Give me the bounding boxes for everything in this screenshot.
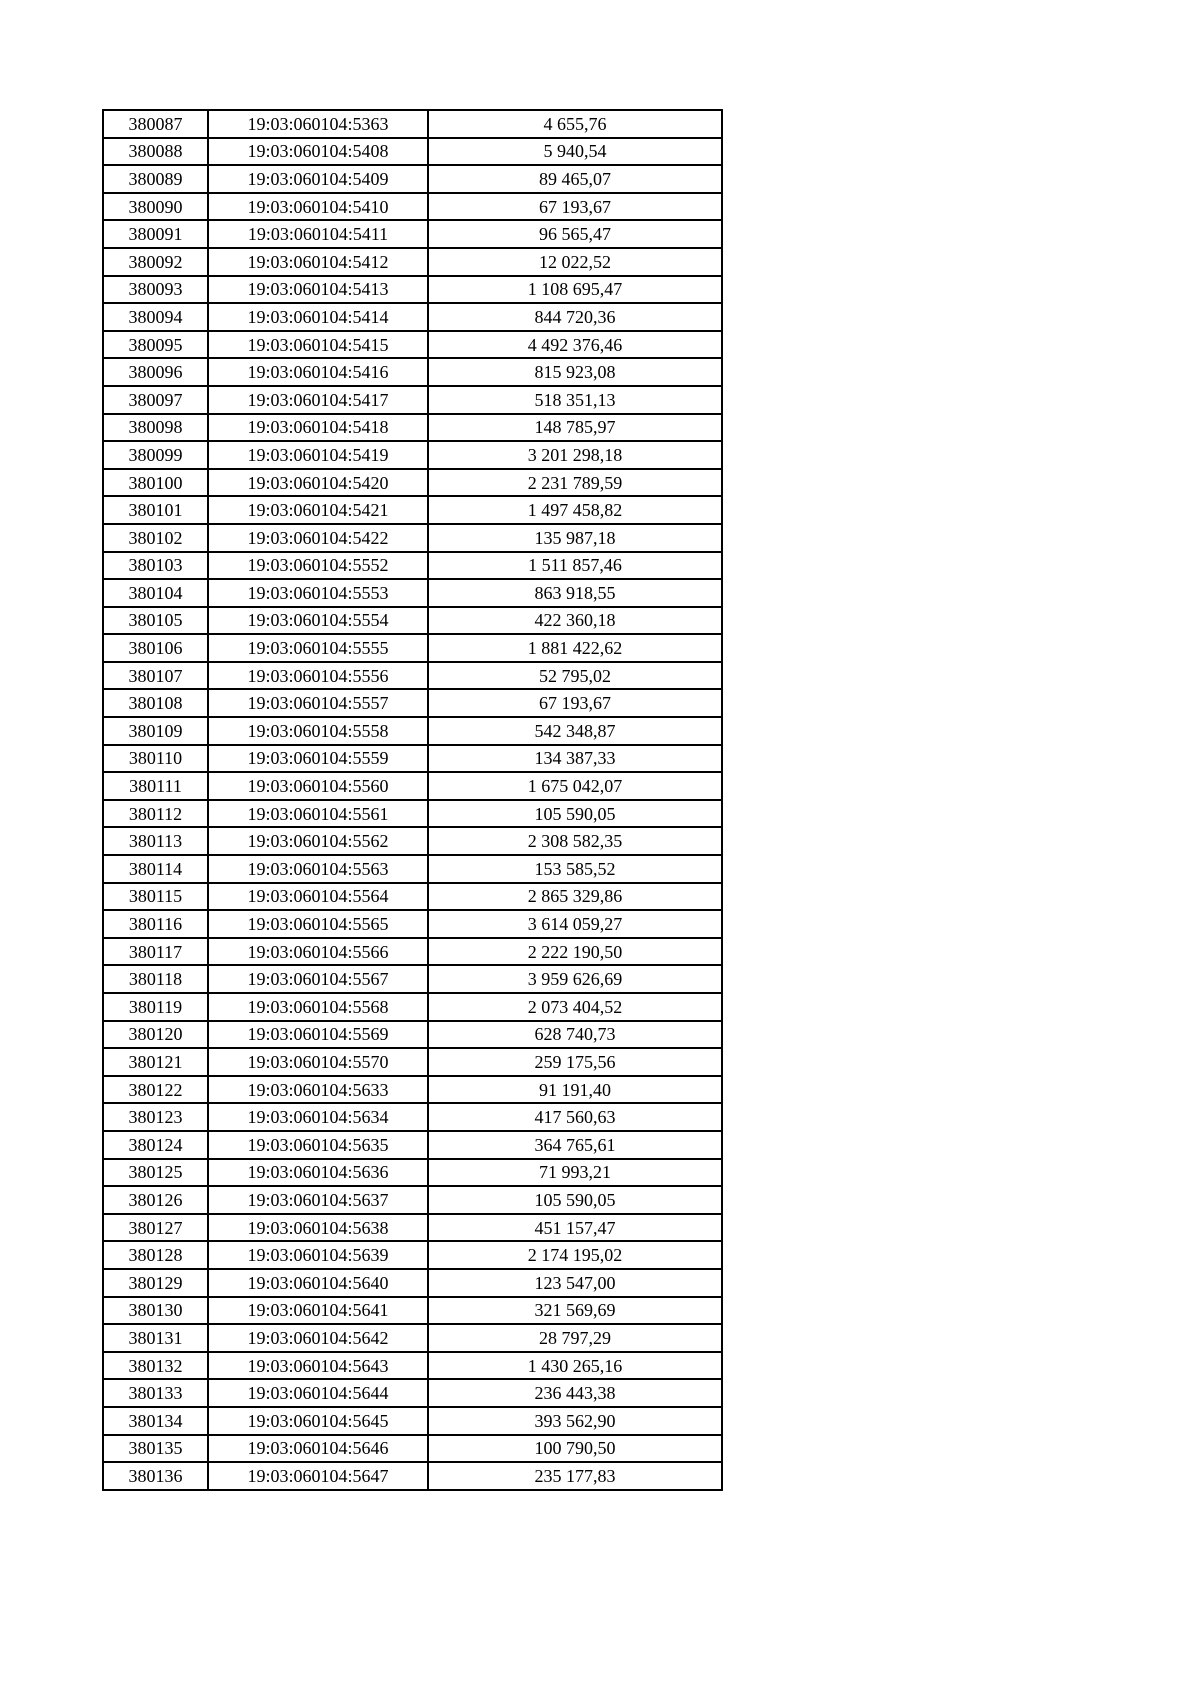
table-row	[103, 579, 722, 607]
amount-cell: 451 157,47	[428, 1214, 722, 1242]
row-number-cell: 380105	[103, 607, 208, 635]
amount-cell: 67 193,67	[428, 689, 722, 717]
amount-cell: 321 569,69	[428, 1297, 722, 1325]
row-number-cell: 380088	[103, 138, 208, 166]
amount-cell: 28 797,29	[428, 1324, 722, 1352]
amount-cell: 2 308 582,35	[428, 827, 722, 855]
cadastral-number-cell: 19:03:060104:5564	[208, 883, 428, 911]
amount-cell: 4 492 376,46	[428, 331, 722, 359]
table-row	[103, 1379, 722, 1407]
row-number-cell: 380096	[103, 358, 208, 386]
table-row	[103, 634, 722, 662]
table-row	[103, 1435, 722, 1463]
row-number-cell: 380092	[103, 248, 208, 276]
table-row	[103, 800, 722, 828]
row-number-cell: 380120	[103, 1021, 208, 1049]
row-number-cell: 380098	[103, 414, 208, 442]
amount-cell: 3 201 298,18	[428, 441, 722, 469]
table-row	[103, 965, 722, 993]
amount-cell: 105 590,05	[428, 1186, 722, 1214]
cadastral-number-cell: 19:03:060104:5636	[208, 1159, 428, 1187]
amount-cell: 5 940,54	[428, 138, 722, 166]
amount-cell: 71 993,21	[428, 1159, 722, 1187]
table-row	[103, 1131, 722, 1159]
table-row	[103, 1324, 722, 1352]
amount-cell: 422 360,18	[428, 607, 722, 635]
row-number-cell: 380101	[103, 496, 208, 524]
row-number-cell: 380122	[103, 1076, 208, 1104]
amount-cell: 542 348,87	[428, 717, 722, 745]
amount-cell: 2 865 329,86	[428, 883, 722, 911]
row-number-cell: 380108	[103, 689, 208, 717]
row-number-cell: 380089	[103, 165, 208, 193]
amount-cell: 1 430 265,16	[428, 1352, 722, 1380]
table-body	[103, 110, 722, 1490]
row-number-cell: 380136	[103, 1462, 208, 1490]
amount-cell: 844 720,36	[428, 303, 722, 331]
amount-cell: 4 655,76	[428, 110, 722, 138]
amount-cell: 1 511 857,46	[428, 552, 722, 580]
table-row	[103, 358, 722, 386]
table-row	[103, 607, 722, 635]
cadastral-number-cell: 19:03:060104:5558	[208, 717, 428, 745]
amount-cell: 1 675 042,07	[428, 772, 722, 800]
row-number-cell: 380091	[103, 220, 208, 248]
table-row	[103, 110, 722, 138]
table-row	[103, 1103, 722, 1131]
row-number-cell: 380135	[103, 1435, 208, 1463]
row-number-cell: 380128	[103, 1241, 208, 1269]
row-number-cell: 380127	[103, 1214, 208, 1242]
table-row	[103, 303, 722, 331]
table-row	[103, 745, 722, 773]
data-table	[102, 109, 723, 1491]
cadastral-number-cell: 19:03:060104:5635	[208, 1131, 428, 1159]
amount-cell: 259 175,56	[428, 1048, 722, 1076]
table-row	[103, 552, 722, 580]
amount-cell: 815 923,08	[428, 358, 722, 386]
row-number-cell: 380104	[103, 579, 208, 607]
row-number-cell: 380129	[103, 1269, 208, 1297]
amount-cell: 628 740,73	[428, 1021, 722, 1049]
row-number-cell: 380107	[103, 662, 208, 690]
row-number-cell: 380116	[103, 910, 208, 938]
cadastral-number-cell: 19:03:060104:5555	[208, 634, 428, 662]
cadastral-number-cell: 19:03:060104:5639	[208, 1241, 428, 1269]
row-number-cell: 380124	[103, 1131, 208, 1159]
cadastral-number-cell: 19:03:060104:5411	[208, 220, 428, 248]
amount-cell: 12 022,52	[428, 248, 722, 276]
cadastral-number-cell: 19:03:060104:5562	[208, 827, 428, 855]
row-number-cell: 380131	[103, 1324, 208, 1352]
cadastral-number-cell: 19:03:060104:5557	[208, 689, 428, 717]
amount-cell: 235 177,83	[428, 1462, 722, 1490]
cadastral-number-cell: 19:03:060104:5409	[208, 165, 428, 193]
cadastral-number-cell: 19:03:060104:5422	[208, 524, 428, 552]
table-row	[103, 414, 722, 442]
row-number-cell: 380134	[103, 1407, 208, 1435]
cadastral-number-cell: 19:03:060104:5414	[208, 303, 428, 331]
table-row	[103, 1159, 722, 1187]
cadastral-number-cell: 19:03:060104:5420	[208, 469, 428, 497]
row-number-cell: 380113	[103, 827, 208, 855]
cadastral-number-cell: 19:03:060104:5560	[208, 772, 428, 800]
amount-cell: 91 191,40	[428, 1076, 722, 1104]
amount-cell: 52 795,02	[428, 662, 722, 690]
cadastral-number-cell: 19:03:060104:5416	[208, 358, 428, 386]
cadastral-number-cell: 19:03:060104:5554	[208, 607, 428, 635]
table-row	[103, 993, 722, 1021]
table-row	[103, 938, 722, 966]
cadastral-number-cell: 19:03:060104:5634	[208, 1103, 428, 1131]
table-row	[103, 772, 722, 800]
row-number-cell: 380123	[103, 1103, 208, 1131]
cadastral-number-cell: 19:03:060104:5421	[208, 496, 428, 524]
cadastral-number-cell: 19:03:060104:5647	[208, 1462, 428, 1490]
cadastral-number-cell: 19:03:060104:5644	[208, 1379, 428, 1407]
row-number-cell: 380100	[103, 469, 208, 497]
table-row	[103, 883, 722, 911]
amount-cell: 134 387,33	[428, 745, 722, 773]
row-number-cell: 380118	[103, 965, 208, 993]
table-row	[103, 441, 722, 469]
row-number-cell: 380115	[103, 883, 208, 911]
amount-cell: 417 560,63	[428, 1103, 722, 1131]
row-number-cell: 380119	[103, 993, 208, 1021]
table-row	[103, 331, 722, 359]
table-row	[103, 1352, 722, 1380]
cadastral-number-cell: 19:03:060104:5408	[208, 138, 428, 166]
row-number-cell: 380102	[103, 524, 208, 552]
row-number-cell: 380126	[103, 1186, 208, 1214]
cadastral-number-cell: 19:03:060104:5561	[208, 800, 428, 828]
cadastral-number-cell: 19:03:060104:5642	[208, 1324, 428, 1352]
cadastral-number-cell: 19:03:060104:5417	[208, 386, 428, 414]
table-row	[103, 469, 722, 497]
row-number-cell: 380109	[103, 717, 208, 745]
cadastral-number-cell: 19:03:060104:5566	[208, 938, 428, 966]
table-row	[103, 1048, 722, 1076]
row-number-cell: 380110	[103, 745, 208, 773]
row-number-cell: 380121	[103, 1048, 208, 1076]
amount-cell: 96 565,47	[428, 220, 722, 248]
cadastral-number-cell: 19:03:060104:5419	[208, 441, 428, 469]
amount-cell: 1 881 422,62	[428, 634, 722, 662]
cadastral-number-cell: 19:03:060104:5415	[208, 331, 428, 359]
amount-cell: 67 193,67	[428, 193, 722, 221]
amount-cell: 135 987,18	[428, 524, 722, 552]
cadastral-number-cell: 19:03:060104:5413	[208, 276, 428, 304]
table-row	[103, 1269, 722, 1297]
table-row	[103, 1241, 722, 1269]
table-row	[103, 717, 722, 745]
amount-cell: 89 465,07	[428, 165, 722, 193]
table-row	[103, 138, 722, 166]
amount-cell: 1 497 458,82	[428, 496, 722, 524]
table-row	[103, 662, 722, 690]
amount-cell: 123 547,00	[428, 1269, 722, 1297]
amount-cell: 2 231 789,59	[428, 469, 722, 497]
cadastral-number-cell: 19:03:060104:5633	[208, 1076, 428, 1104]
cadastral-number-cell: 19:03:060104:5553	[208, 579, 428, 607]
table-row	[103, 248, 722, 276]
amount-cell: 393 562,90	[428, 1407, 722, 1435]
row-number-cell: 380103	[103, 552, 208, 580]
cadastral-number-cell: 19:03:060104:5641	[208, 1297, 428, 1325]
cadastral-number-cell: 19:03:060104:5568	[208, 993, 428, 1021]
table-row	[103, 276, 722, 304]
row-number-cell: 380112	[103, 800, 208, 828]
table-row	[103, 1186, 722, 1214]
row-number-cell: 380133	[103, 1379, 208, 1407]
amount-cell: 1 108 695,47	[428, 276, 722, 304]
row-number-cell: 380093	[103, 276, 208, 304]
cadastral-number-cell: 19:03:060104:5563	[208, 855, 428, 883]
table-row	[103, 165, 722, 193]
cadastral-number-cell: 19:03:060104:5410	[208, 193, 428, 221]
row-number-cell: 380114	[103, 855, 208, 883]
table-row	[103, 496, 722, 524]
cadastral-number-cell: 19:03:060104:5412	[208, 248, 428, 276]
amount-cell: 364 765,61	[428, 1131, 722, 1159]
table-row	[103, 193, 722, 221]
amount-cell: 2 222 190,50	[428, 938, 722, 966]
row-number-cell: 380097	[103, 386, 208, 414]
table-row	[103, 1021, 722, 1049]
row-number-cell: 380132	[103, 1352, 208, 1380]
cadastral-number-cell: 19:03:060104:5569	[208, 1021, 428, 1049]
row-number-cell: 380106	[103, 634, 208, 662]
amount-cell: 236 443,38	[428, 1379, 722, 1407]
cadastral-number-cell: 19:03:060104:5556	[208, 662, 428, 690]
amount-cell: 2 073 404,52	[428, 993, 722, 1021]
cadastral-number-cell: 19:03:060104:5559	[208, 745, 428, 773]
table-row	[103, 220, 722, 248]
cadastral-number-cell: 19:03:060104:5643	[208, 1352, 428, 1380]
table-row	[103, 1076, 722, 1104]
amount-cell: 3 614 059,27	[428, 910, 722, 938]
cadastral-number-cell: 19:03:060104:5565	[208, 910, 428, 938]
cadastral-number-cell: 19:03:060104:5552	[208, 552, 428, 580]
amount-cell: 863 918,55	[428, 579, 722, 607]
amount-cell: 153 585,52	[428, 855, 722, 883]
cadastral-number-cell: 19:03:060104:5418	[208, 414, 428, 442]
amount-cell: 148 785,97	[428, 414, 722, 442]
row-number-cell: 380117	[103, 938, 208, 966]
amount-cell: 105 590,05	[428, 800, 722, 828]
row-number-cell: 380090	[103, 193, 208, 221]
row-number-cell: 380095	[103, 331, 208, 359]
table-row	[103, 855, 722, 883]
cadastral-number-cell: 19:03:060104:5646	[208, 1435, 428, 1463]
table-row	[103, 1214, 722, 1242]
table-row	[103, 386, 722, 414]
cadastral-number-cell: 19:03:060104:5637	[208, 1186, 428, 1214]
cadastral-number-cell: 19:03:060104:5645	[208, 1407, 428, 1435]
row-number-cell: 380111	[103, 772, 208, 800]
table-row	[103, 1297, 722, 1325]
table-row	[103, 1407, 722, 1435]
amount-cell: 518 351,13	[428, 386, 722, 414]
row-number-cell: 380099	[103, 441, 208, 469]
cadastral-number-cell: 19:03:060104:5363	[208, 110, 428, 138]
row-number-cell: 380087	[103, 110, 208, 138]
row-number-cell: 380094	[103, 303, 208, 331]
table-row	[103, 910, 722, 938]
table-row	[103, 827, 722, 855]
table-row	[103, 1462, 722, 1490]
cadastral-number-cell: 19:03:060104:5638	[208, 1214, 428, 1242]
cadastral-number-cell: 19:03:060104:5567	[208, 965, 428, 993]
amount-cell: 2 174 195,02	[428, 1241, 722, 1269]
amount-cell: 100 790,50	[428, 1435, 722, 1463]
table-row	[103, 689, 722, 717]
row-number-cell: 380125	[103, 1159, 208, 1187]
cadastral-number-cell: 19:03:060104:5640	[208, 1269, 428, 1297]
table-row	[103, 524, 722, 552]
cadastral-number-cell: 19:03:060104:5570	[208, 1048, 428, 1076]
amount-cell: 3 959 626,69	[428, 965, 722, 993]
row-number-cell: 380130	[103, 1297, 208, 1325]
